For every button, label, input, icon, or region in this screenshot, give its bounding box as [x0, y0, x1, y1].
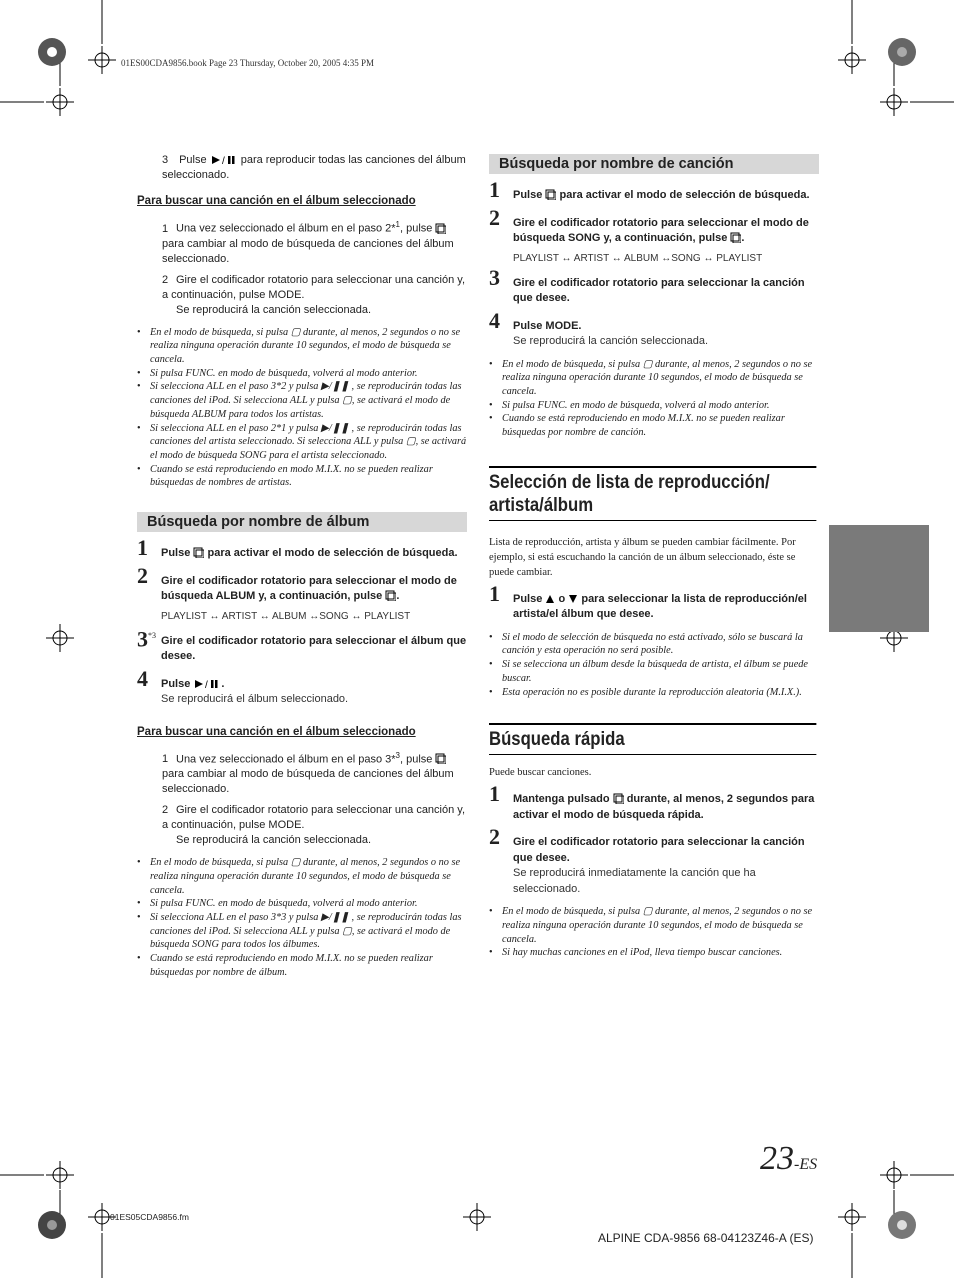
- note: • Si selecciona ALL en el paso 3*2 y pulsa ▶/❚❚ , se reproducirán todas las canciones del iPod. Si selecciona ALL y pulsa ▢, se activará el modo de búsqueda ALBUM para todos los artistas.: [137, 380, 467, 421]
- note: • Si se selecciona un álbum desde la búsqueda de artista, el álbum se puede buscar.: [489, 658, 819, 685]
- list-item: 2 Gire el codificador rotatorio para seleccionar una canción y, a continuación, pulse MODE. Se reproducirá la canción seleccionada.: [162, 273, 466, 316]
- note: • En el modo de búsqueda, si pulsa ▢ durante, al menos, 2 segundos o no se realiza ninguna operación durante 10 segundos, el modo de búsqueda se cancela.: [489, 358, 819, 399]
- crop-mark-icon: [46, 1161, 74, 1189]
- section-title: Búsqueda por nombre de álbum: [137, 512, 467, 532]
- notes-list: [489, 905, 819, 960]
- crop-mark-icon: [46, 88, 74, 116]
- note: • Si pulsa FUNC. en modo de búsqueda, volverá al modo anterior.: [137, 897, 467, 911]
- list-item: 2 Gire el codificador rotatorio para seleccionar una canción y, a continuación, pulse MODE. Se reproducirá la canción seleccionada.: [162, 804, 466, 847]
- list-item: 1 Una vez seleccionado el álbum en el paso 3*$^3$, pulse para cambiar al modo de búsqueda de canciones del álbum seleccionado.: [162, 750, 454, 796]
- svg-text:/: /: [221, 156, 225, 165]
- crop-mark-icon: [880, 1161, 908, 1189]
- section-title: Búsqueda por nombre de canción: [489, 154, 819, 174]
- step: 4 Pulse MODE. Se reproducirá la canción seleccionada.: [489, 307, 709, 347]
- note: • Si pulsa FUNC. en modo de búsqueda, volverá al modo anterior.: [137, 367, 467, 381]
- color-target-icon: [888, 38, 916, 66]
- step: 2 Gire el codificador rotatorio para seleccionar el modo de búsqueda SONG y, a continuación, pulse .: [489, 204, 809, 244]
- notes-list: [489, 631, 819, 700]
- note: • En el modo de búsqueda, si pulsa ▢ durante, al menos, 2 segundos o no se realiza ninguna operación durante 10 segundos, el modo de búsqueda se cancela.: [137, 326, 467, 367]
- mode-chain: PLAYLIST ↔ ARTIST ↔ ALBUM ↔SONG ↔ PLAYLIST: [513, 252, 763, 264]
- search-button-icon: [613, 793, 624, 804]
- step: 4 Pulse / . Se reproducirá el álbum seleccionado.: [137, 665, 349, 706]
- search-button-icon: [730, 232, 741, 243]
- crop-mark-icon: [838, 1203, 866, 1231]
- footer-file-name: 01ES05CDA9856.fm: [110, 1212, 189, 1222]
- color-target-icon: [38, 1211, 66, 1239]
- subsection-title: Para buscar una canción en el álbum seleccionado: [137, 725, 416, 738]
- crop-mark-icon: [88, 46, 116, 74]
- section-heading: Búsqueda rápida: [489, 723, 816, 755]
- note: • Esta operación no es posible durante la reproducción aleatoria (M.I.X.).: [489, 686, 819, 700]
- notes-list: [137, 856, 467, 979]
- search-button-icon: [435, 223, 446, 234]
- search-button-icon: [385, 590, 396, 601]
- step: 1 Mantenga pulsado durante, al menos, 2 segundos para activar el modo de búsqueda rápida.: [489, 781, 815, 821]
- step: 2 Gire el codificador rotatorio para seleccionar la canción que desee. Se reproducirá inmediatamente la canción que ha seleccionado.: [489, 824, 805, 895]
- note: • Cuando se está reproduciendo en modo M.I.X. no se pueden realizar búsquedas de nombres de artistas.: [137, 463, 467, 490]
- left-column: [137, 153, 467, 980]
- color-target-icon: [38, 38, 66, 66]
- top-step: 3 Pulse / para reproducir todas las canciones del álbum seleccionado.: [162, 154, 466, 181]
- svg-text:/: /: [205, 679, 209, 689]
- note: • Si hay muchas canciones en el iPod, lleva tiempo buscar canciones.: [489, 946, 819, 960]
- play-pause-icon: [210, 155, 238, 165]
- search-button-icon: [193, 547, 204, 558]
- print-header: 01ES00CDA9856.book Page 23 Thursday, October 20, 2005 4:35 PM: [121, 58, 374, 68]
- right-column: [489, 154, 819, 960]
- intro-text: Puede buscar canciones.: [489, 767, 592, 779]
- notes-list: [489, 358, 819, 440]
- note: • Si selecciona ALL en el paso 3*3 y pulsa ▶/❚❚ , se reproducirán todas las canciones del iPod. Si selecciona ALL y pulsa ▢, se activará el modo de búsqueda SONG para todos los álbumes.: [137, 911, 467, 952]
- intro-text: Lista de reproducción, artista y álbum se pueden cambiar fácilmente. Por ejemplo, si está escuchando la canción de un álbum seleccionado, éste se puede cambiar.: [489, 536, 796, 578]
- note: • Si el modo de selección de búsqueda no está activado, sólo se buscará la canción y esta operación no será posible.: [489, 631, 819, 658]
- notes-list: [137, 326, 467, 490]
- search-button-icon: [545, 189, 556, 200]
- crop-mark-icon: [463, 1203, 491, 1231]
- search-button-icon: [435, 753, 446, 764]
- crop-mark-icon: [880, 88, 908, 116]
- step: 3$^{*3}$ Gire el codificador rotatorio para seleccionar el álbum que desee.: [137, 625, 467, 663]
- note: • En el modo de búsqueda, si pulsa ▢ durante, al menos, 2 segundos o no se realiza ninguna operación durante 10 segundos, el modo de búsqueda se cancela.: [489, 905, 819, 946]
- subsection-title: Para buscar una canción en el álbum seleccionado: [137, 195, 416, 207]
- note: • Cuando se está reproduciendo en modo M.I.X. no se pueden realizar búsquedas por nombre de álbum.: [137, 952, 467, 979]
- play-pause-icon: [193, 679, 221, 689]
- side-tab: [829, 525, 929, 632]
- step: 1 Pulse o para seleccionar la lista de reproducción/el artista/el álbum que desee.: [489, 580, 807, 621]
- mode-chain: PLAYLIST ↔ ARTIST ↔ ALBUM ↔SONG ↔ PLAYLIST: [161, 610, 411, 622]
- page-number: 23-ES: [760, 1140, 818, 1177]
- footer-model: ALPINE CDA-9856 68-04123Z46-A (ES): [598, 1231, 814, 1245]
- color-target-icon: [888, 1211, 916, 1239]
- note: • En el modo de búsqueda, si pulsa ▢ durante, al menos, 2 segundos o no se realiza ninguna operación durante 10 segundos, el modo de búsqueda se cancela.: [137, 856, 467, 897]
- section-heading: Selección de lista de reproducción/ artista/álbum: [489, 466, 816, 521]
- up-arrow-icon: [545, 594, 555, 604]
- step: 1 Pulse para activar el modo de selección de búsqueda.: [489, 177, 810, 202]
- step: 3 Gire el codificador rotatorio para seleccionar la canción que desee.: [489, 264, 805, 304]
- note: • Cuando se está reproduciendo en modo M.I.X. no se pueden realizar búsquedas por nombre de canción.: [489, 412, 819, 439]
- down-arrow-icon: [568, 594, 578, 604]
- list-item: 1 Una vez seleccionado el álbum en el paso 2*$^1$, pulse para cambiar al modo de búsqueda de canciones del álbum seleccionado.: [162, 220, 454, 265]
- step: 1 Pulse para activar el modo de selección de búsqueda.: [137, 535, 458, 561]
- step: 2 Gire el codificador rotatorio para seleccionar el modo de búsqueda ALBUM y, a continuación, pulse .: [137, 562, 457, 603]
- note: • Si selecciona ALL en el paso 2*1 y pulsa ▶/❚❚ , se reproducirán todas las canciones del artista seleccionado. Si selecciona ALL y pulsa ▢, se activará el modo de búsqueda SONG para el artista seleccionado.: [137, 422, 467, 463]
- note: • Si pulsa FUNC. en modo de búsqueda, volverá al modo anterior.: [489, 399, 819, 413]
- crop-mark-icon: [46, 624, 74, 652]
- crop-mark-icon: [838, 46, 866, 74]
